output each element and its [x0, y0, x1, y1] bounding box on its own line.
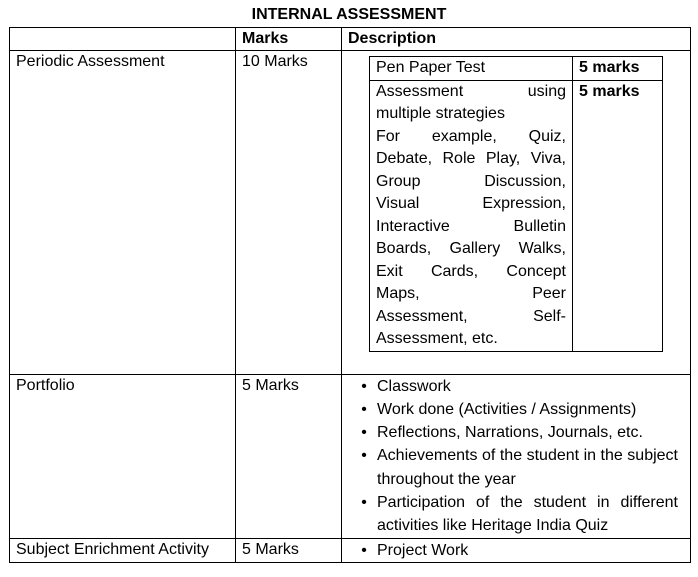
periodic-label: Periodic Assessment [10, 51, 236, 375]
strategy-line: Interactive Bulletin [376, 217, 566, 235]
list-item: • Classwork [348, 375, 678, 398]
strategy-line: Maps, Peer [376, 285, 566, 302]
assessment-table [9, 27, 691, 563]
portfolio-description [342, 374, 691, 538]
portfolio-marks: 5 Marks [236, 374, 342, 538]
header-blank [10, 28, 236, 51]
portfolio-list [348, 375, 684, 538]
enrichment-label: Subject Enrichment Activity [10, 538, 236, 562]
bullet-icon: • [361, 447, 367, 465]
bullet-icon: • [361, 424, 367, 442]
strategy-line: Exit Cards, Concept [376, 262, 566, 280]
enrichment-row [10, 538, 691, 562]
periodic-row [10, 51, 691, 375]
enrichment-description [342, 538, 691, 562]
list-item: • Reflections, Narrations, Journals, etc. [348, 421, 678, 444]
list-item: • Project Work [348, 539, 678, 562]
periodic-marks: 10 Marks [236, 51, 342, 375]
bullet-icon: • [361, 400, 367, 418]
breakdown-marks: 5 marks [573, 80, 663, 351]
page-title: INTERNAL ASSESSMENT [251, 6, 447, 23]
bullet-icon: • [361, 377, 367, 395]
strategy-line: multiple strategies [376, 105, 505, 122]
strategy-line: Assessment using [376, 82, 566, 100]
strategy-line: Debate, Role Play, Viva, [376, 150, 566, 167]
strategy-line: Assessment, etc. [376, 330, 498, 347]
strategy-line: For example, Quiz, [376, 127, 566, 145]
periodic-description [342, 51, 691, 375]
list-item: • Work done (Activities / Assignments) [348, 398, 678, 421]
header-row [10, 28, 691, 51]
breakdown-row [370, 80, 663, 351]
list-item: • Achievements of the student in the subject throughout the year [348, 444, 678, 491]
strategy-line: Assessment, Self- [376, 307, 566, 325]
breakdown-item [370, 80, 573, 351]
breakdown-item: Pen Paper Test [370, 57, 573, 81]
header-description: Description [342, 28, 691, 51]
periodic-breakdown-table [369, 56, 663, 352]
strategy-line: Visual Expression, [376, 195, 566, 212]
enrichment-marks: 5 Marks [236, 538, 342, 562]
bullet-icon: • [361, 541, 367, 559]
header-marks: Marks [236, 28, 342, 51]
bullet-icon: • [361, 493, 367, 511]
breakdown-marks: 5 marks [573, 57, 663, 81]
portfolio-row [10, 374, 691, 538]
strategy-line: Boards, Gallery Walks, [376, 240, 566, 257]
breakdown-row [370, 57, 663, 81]
strategy-line: Group Discussion, [376, 172, 566, 190]
portfolio-label: Portfolio [10, 374, 236, 538]
list-item: • Participation of the student in different activities like Heritage India Quiz [348, 491, 678, 538]
enrichment-list [348, 539, 684, 562]
